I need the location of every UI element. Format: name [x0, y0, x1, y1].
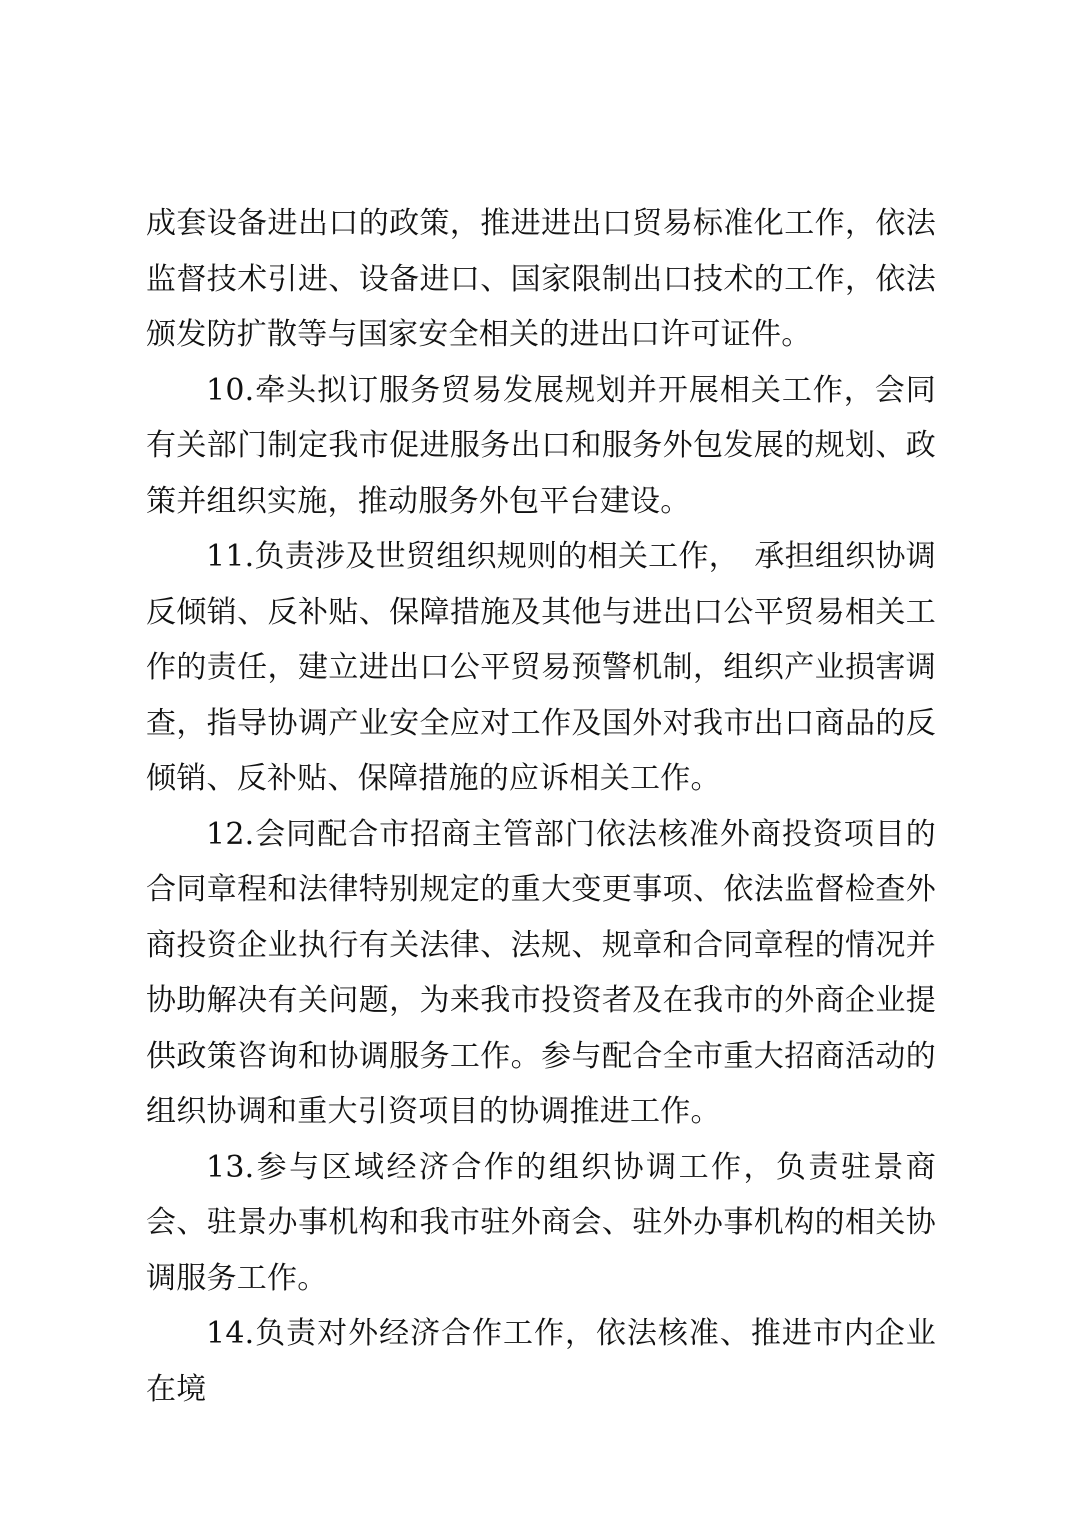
- paragraph-item-13: 13.参与区域经济合作的组织协调工作，负责驻景商会、驻景办事机构和我市驻外商会、驻外办事机构的相关协调服务工作。: [146, 1149, 936, 1296]
- paragraph-item-14: 14.负责对外经济合作工作，依法核准、推进市内企业在境: [146, 1316, 936, 1407]
- paragraph-item-12: 12.会同配合市招商主管部门依法核准外商投资项目的合同章程和法律特别规定的重大变更事项、依法监督检查外商投资企业执行有关法律、法规、规章和合同章程的情况并协助解决有关问题，为来我市投资者及在我市的外商企业提供政策咨询和协调服务工作。参与配合全市重大招商活动的组织协调和重大引资项目的协调推进工作。: [146, 816, 936, 1129]
- paragraph-continuation: 成套设备进出口的政策，推进进出口贸易标准化工作，依法监督技术引进、设备进口、国家限制出口技术的工作，依法颁发防扩散等与国家安全相关的进出口许可证件。: [146, 206, 936, 352]
- paragraph-item-10: 10.牵头拟订服务贸易发展规划并开展相关工作，会同有关部门制定我市促进服务出口和服务外包发展的规划、政策并组织实施，推动服务外包平台建设。: [146, 372, 936, 519]
- document-body: [146, 196, 936, 1417]
- paragraph-item-11: 11.负责涉及世贸组织规则的相关工作， 承担组织协调反倾销、反补贴、保障措施及其他与进出口公平贸易相关工作的责任，建立进出口公平贸易预警机制，组织产业损害调查，指导协调产业安全应对工作及国外对我市出口商品的反倾销、反补贴、保障措施的应诉相关工作。: [146, 539, 936, 796]
